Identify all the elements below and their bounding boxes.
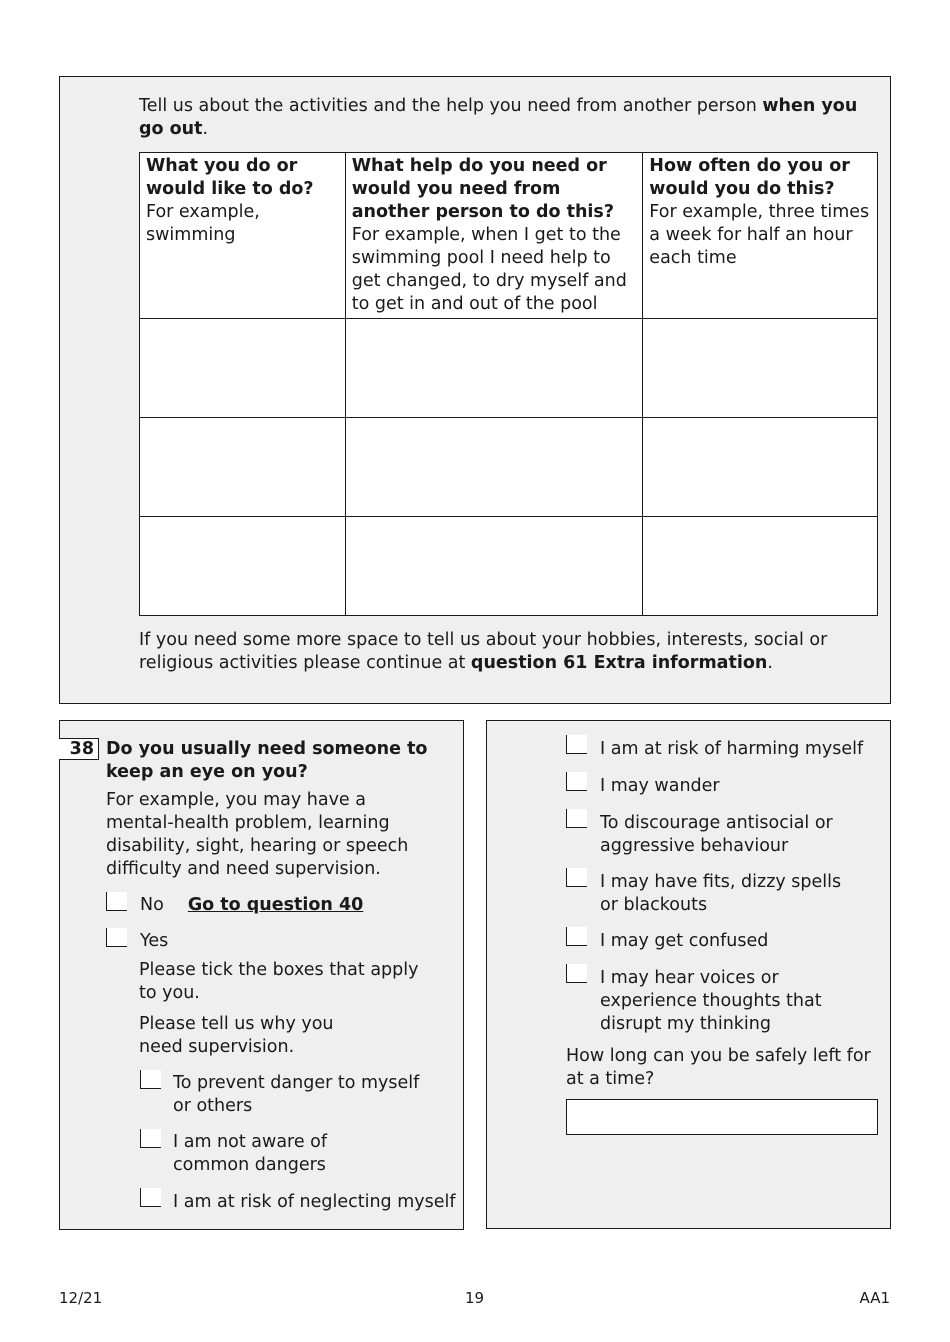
frequency-input-cell[interactable] xyxy=(643,319,878,418)
option-checkbox-harming-myself[interactable] xyxy=(566,735,587,754)
column-header-help: What help do you need or would you need from another person to do this? For example, when I get to the swimming pool I need help to get changed, to dry myself and to get in and out of the pool xyxy=(345,153,643,319)
activity-input-cell[interactable] xyxy=(140,319,346,418)
help-input-cell[interactable] xyxy=(345,319,643,418)
question-number: 38 xyxy=(59,738,99,760)
frequency-input-cell[interactable] xyxy=(643,418,878,517)
footer-page-number: 19 xyxy=(465,1289,485,1307)
column-header-activity: What you do or would like to do? For example, swimming xyxy=(140,153,346,319)
help-input-cell[interactable] xyxy=(345,418,643,517)
option-label-neglecting-myself: I am at risk of neglecting myself xyxy=(173,1192,456,1212)
question-description: For example, you may have a mental-health problem, learning disability, sight, hearing or speech difficulty and need supervision. xyxy=(106,790,409,879)
frequency-input-cell[interactable] xyxy=(643,517,878,616)
option-checkbox-neglecting-myself[interactable] xyxy=(140,1188,161,1207)
option-label-not-aware-dangers: I am not aware of common dangers xyxy=(173,1132,328,1175)
option-checkbox-fits-blackouts[interactable] xyxy=(566,868,587,887)
option-label-hear-voices: I may hear voices or experience thoughts that disrupt my thinking xyxy=(600,968,822,1034)
option-checkbox-antisocial-behaviour[interactable] xyxy=(566,809,587,828)
question-title: Do you usually need someone to keep an eye on you? xyxy=(106,739,428,782)
option-checkbox-may-wander[interactable] xyxy=(566,772,587,791)
table-row xyxy=(140,418,878,517)
option-checkbox-prevent-danger[interactable] xyxy=(140,1070,161,1089)
option-checkbox-confused[interactable] xyxy=(566,927,587,946)
activity-input-cell[interactable] xyxy=(140,517,346,616)
no-label: No xyxy=(140,895,164,915)
no-checkbox[interactable] xyxy=(106,892,127,911)
column-header-frequency: How often do you or would you do this? For example, three times a week for half an hour each time xyxy=(643,153,878,319)
table-row xyxy=(140,319,878,418)
activities-intro: Tell us about the activities and the help you need from another person when you go out. xyxy=(139,96,858,139)
footer-date: 12/21 xyxy=(59,1289,103,1307)
more-space-note: If you need some more space to tell us about your hobbies, interests, social or religious activities please continue at question 61 Extra information. xyxy=(139,630,828,673)
no-option xyxy=(140,894,363,917)
go-to-question-40-link[interactable]: Go to question 40 xyxy=(187,895,364,915)
option-label-harming-myself: I am at risk of harming myself xyxy=(600,739,864,759)
why-instruction: Please tell us why you need supervision. xyxy=(139,1014,334,1057)
time-answer-field[interactable] xyxy=(566,1099,878,1135)
option-label-prevent-danger: To prevent danger to myself or others xyxy=(173,1073,420,1116)
time-question: How long can you be safely left for at a time? xyxy=(566,1046,871,1089)
tick-instruction: Please tick the boxes that apply to you. xyxy=(139,960,419,1003)
footer-form-code: AA1 xyxy=(859,1289,890,1307)
option-label-fits-blackouts: I may have fits, dizzy spells or blackouts xyxy=(600,872,842,915)
table-header-row xyxy=(140,153,878,319)
option-checkbox-not-aware-dangers[interactable] xyxy=(140,1129,161,1148)
option-label-antisocial-behaviour: To discourage antisocial or aggressive behaviour xyxy=(600,813,833,856)
activities-table xyxy=(139,152,878,616)
yes-checkbox[interactable] xyxy=(106,928,127,947)
activity-input-cell[interactable] xyxy=(140,418,346,517)
option-checkbox-hear-voices[interactable] xyxy=(566,964,587,983)
option-label-may-wander: I may wander xyxy=(600,776,720,796)
yes-label: Yes xyxy=(140,931,169,951)
table-row xyxy=(140,517,878,616)
option-label-confused: I may get confused xyxy=(600,931,769,951)
help-input-cell[interactable] xyxy=(345,517,643,616)
